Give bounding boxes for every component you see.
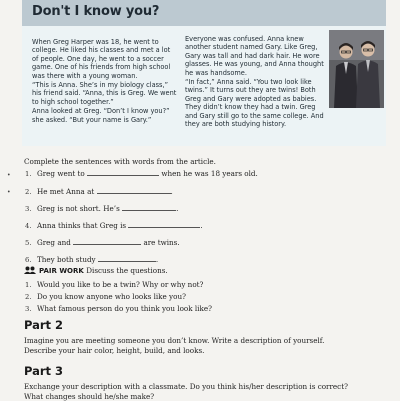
item-text-after: when he was 18 years old. [161,169,258,178]
article-paragraph: “This is Anna. She’s in my biology class,” his friend said. “Anna, this is Greg. We went to high school together.” [32,81,177,106]
item-number: 2. [25,188,32,196]
part-3-title: Part 3 [24,364,64,378]
item-number: 4. [25,222,32,230]
item-number: 5. [25,239,32,247]
item-text-before: Greg is not short. He’s [37,204,120,213]
pair-work-heading [24,266,168,275]
answer-blank[interactable] [97,187,171,194]
list-item [37,255,158,264]
item-text-before: They both study [37,255,98,264]
question-number: 3. [25,305,32,313]
item-text-before: Anna thinks that Greg is [37,221,127,230]
answer-blank[interactable] [87,169,159,176]
article-paragraph: Everyone was confused. Anna knew another student named Gary. Like Greg, Gary was tall and had dark hair. He wore glasses. He was young, and Anna thought he was handsome. [185,35,324,77]
article-paragraph: Anna looked at Greg. “Don’t I know you?” she asked. “But your name is Gary.” [32,107,170,124]
article-header [22,0,386,26]
item-number: 6. [25,256,32,264]
item-text-before: Greg went to [37,169,85,178]
article-title: Don't I know you? [32,4,160,19]
item-text-before: He met Anna at [37,187,95,196]
item-text-before: Greg and [37,238,71,247]
item-text-after: . [155,255,159,264]
list-item [37,169,258,178]
part-3-text: Exchange your description with a classmate. Do you think his/her description is correct? [24,382,348,391]
item-text-after: . [200,221,203,230]
answer-blank[interactable] [128,221,203,230]
margin-dot: • [7,189,11,196]
question-text: Would you like to be a twin? Why or why not? [37,280,204,289]
article-paragraph: When Greg Harper was 18, he went to college. He liked his classes and met a lot of people. One day, he went to a soccer game. One of his friends from high school was there with a young woman. [32,38,171,80]
question-number: 1. [25,281,32,289]
twins-illustration [329,30,384,108]
list-item [37,187,173,196]
list-item [37,238,180,247]
question-number: 2. [25,293,32,301]
article-box [22,0,386,146]
item-text-after: are twins. [143,238,180,247]
question-text: What famous person do you think you look like? [37,304,212,313]
item-text-after: . [170,187,173,196]
part-2-title: Part 2 [24,318,64,332]
article-paragraph: “In fact,” Anna said. “You two look like twins.” It turns out they are twins! Both Greg and Gary were adopted as babies. They didn’t know they had a twin. Greg and Gary still go to the same college. And they are both studying history. [185,78,324,129]
list-item [37,204,178,213]
answer-blank[interactable] [98,255,159,264]
part-2-text: Imagine you are meeting someone you don’t know. Write a description of yourself. [24,336,325,345]
item-text-after: . [176,204,179,213]
pair-work-label: PAIR WORK [39,267,84,275]
pair-work-icon [24,266,36,274]
item-number: 3. [25,205,32,213]
answer-blank[interactable] [122,204,179,213]
part-3-text: What changes should he/she make? [24,392,155,401]
exercise-instruction: Complete the sentences with words from the article. [24,157,216,166]
item-number: 1. [25,170,32,178]
answer-blank[interactable] [73,238,141,245]
margin-dot: • [7,172,11,179]
list-item [37,221,203,230]
part-2-text: Describe your hair color, height, build, and looks. [24,346,205,355]
article-column-1 [32,38,177,125]
question-text: Do you know anyone who looks like you? [37,292,186,301]
twins-photo [329,30,384,108]
pair-work-instruction: Discuss the questions. [86,266,168,275]
article-column-2 [185,35,325,129]
